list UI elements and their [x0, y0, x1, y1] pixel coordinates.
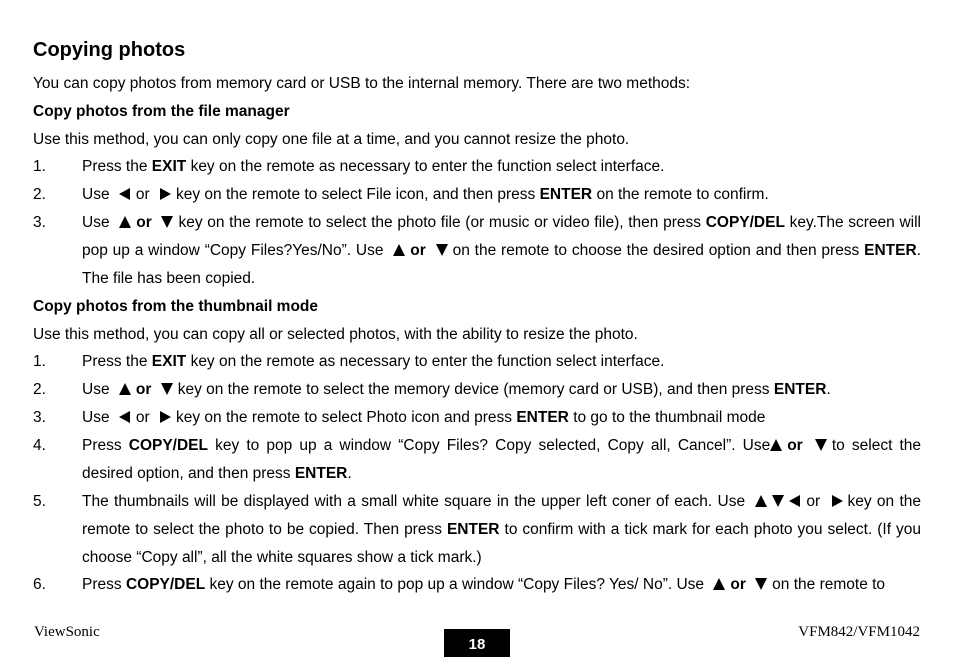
arrow-down-icon [815, 439, 827, 451]
step-number: 1. [33, 158, 46, 175]
arrow-down-icon [161, 216, 173, 228]
arrow-left-icon [789, 495, 801, 507]
arrow-down-icon [755, 578, 767, 590]
section1-desc: Use this method, you can only copy one file at a time, and you cannot resize the photo. [33, 131, 630, 148]
arrow-up-icon [755, 495, 767, 507]
step-number: 3. [33, 409, 46, 426]
section2-desc: Use this method, you can copy all or selected photos, with the ability to resize the photo. [33, 326, 638, 343]
arrow-up-icon [770, 439, 782, 451]
arrow-down-icon [772, 495, 784, 507]
arrow-up-icon [713, 578, 725, 590]
section1-title: Copy photos from the file manager [33, 103, 290, 120]
section2-title: Copy photos from the thumbnail mode [33, 298, 319, 315]
arrow-down-icon [436, 244, 448, 256]
step-number: 1. [33, 353, 46, 370]
page-title: Copying photos [33, 39, 186, 61]
arrow-right-icon [159, 188, 171, 200]
step-number: 3. [33, 214, 46, 231]
arrow-down-icon [161, 383, 173, 395]
intro-text: You can copy photos from memory card or USB to the internal memory. There are two methods: [33, 75, 691, 92]
arrow-right-icon [159, 411, 171, 423]
arrow-left-icon [119, 188, 131, 200]
arrow-up-icon [119, 383, 131, 395]
step-number: 2. [33, 186, 46, 203]
page-number: 18 [444, 629, 510, 657]
step-number: 6. [33, 576, 46, 593]
footer-brand: ViewSonic [34, 624, 100, 640]
arrow-up-icon [393, 244, 405, 256]
arrow-up-icon [119, 216, 131, 228]
step-number: 4. [33, 437, 46, 454]
arrow-right-icon [831, 495, 843, 507]
step-number: 5. [33, 493, 46, 510]
footer-model: VFM842/VFM1042 [798, 624, 920, 640]
step-number: 2. [33, 381, 46, 398]
arrow-left-icon [119, 411, 131, 423]
